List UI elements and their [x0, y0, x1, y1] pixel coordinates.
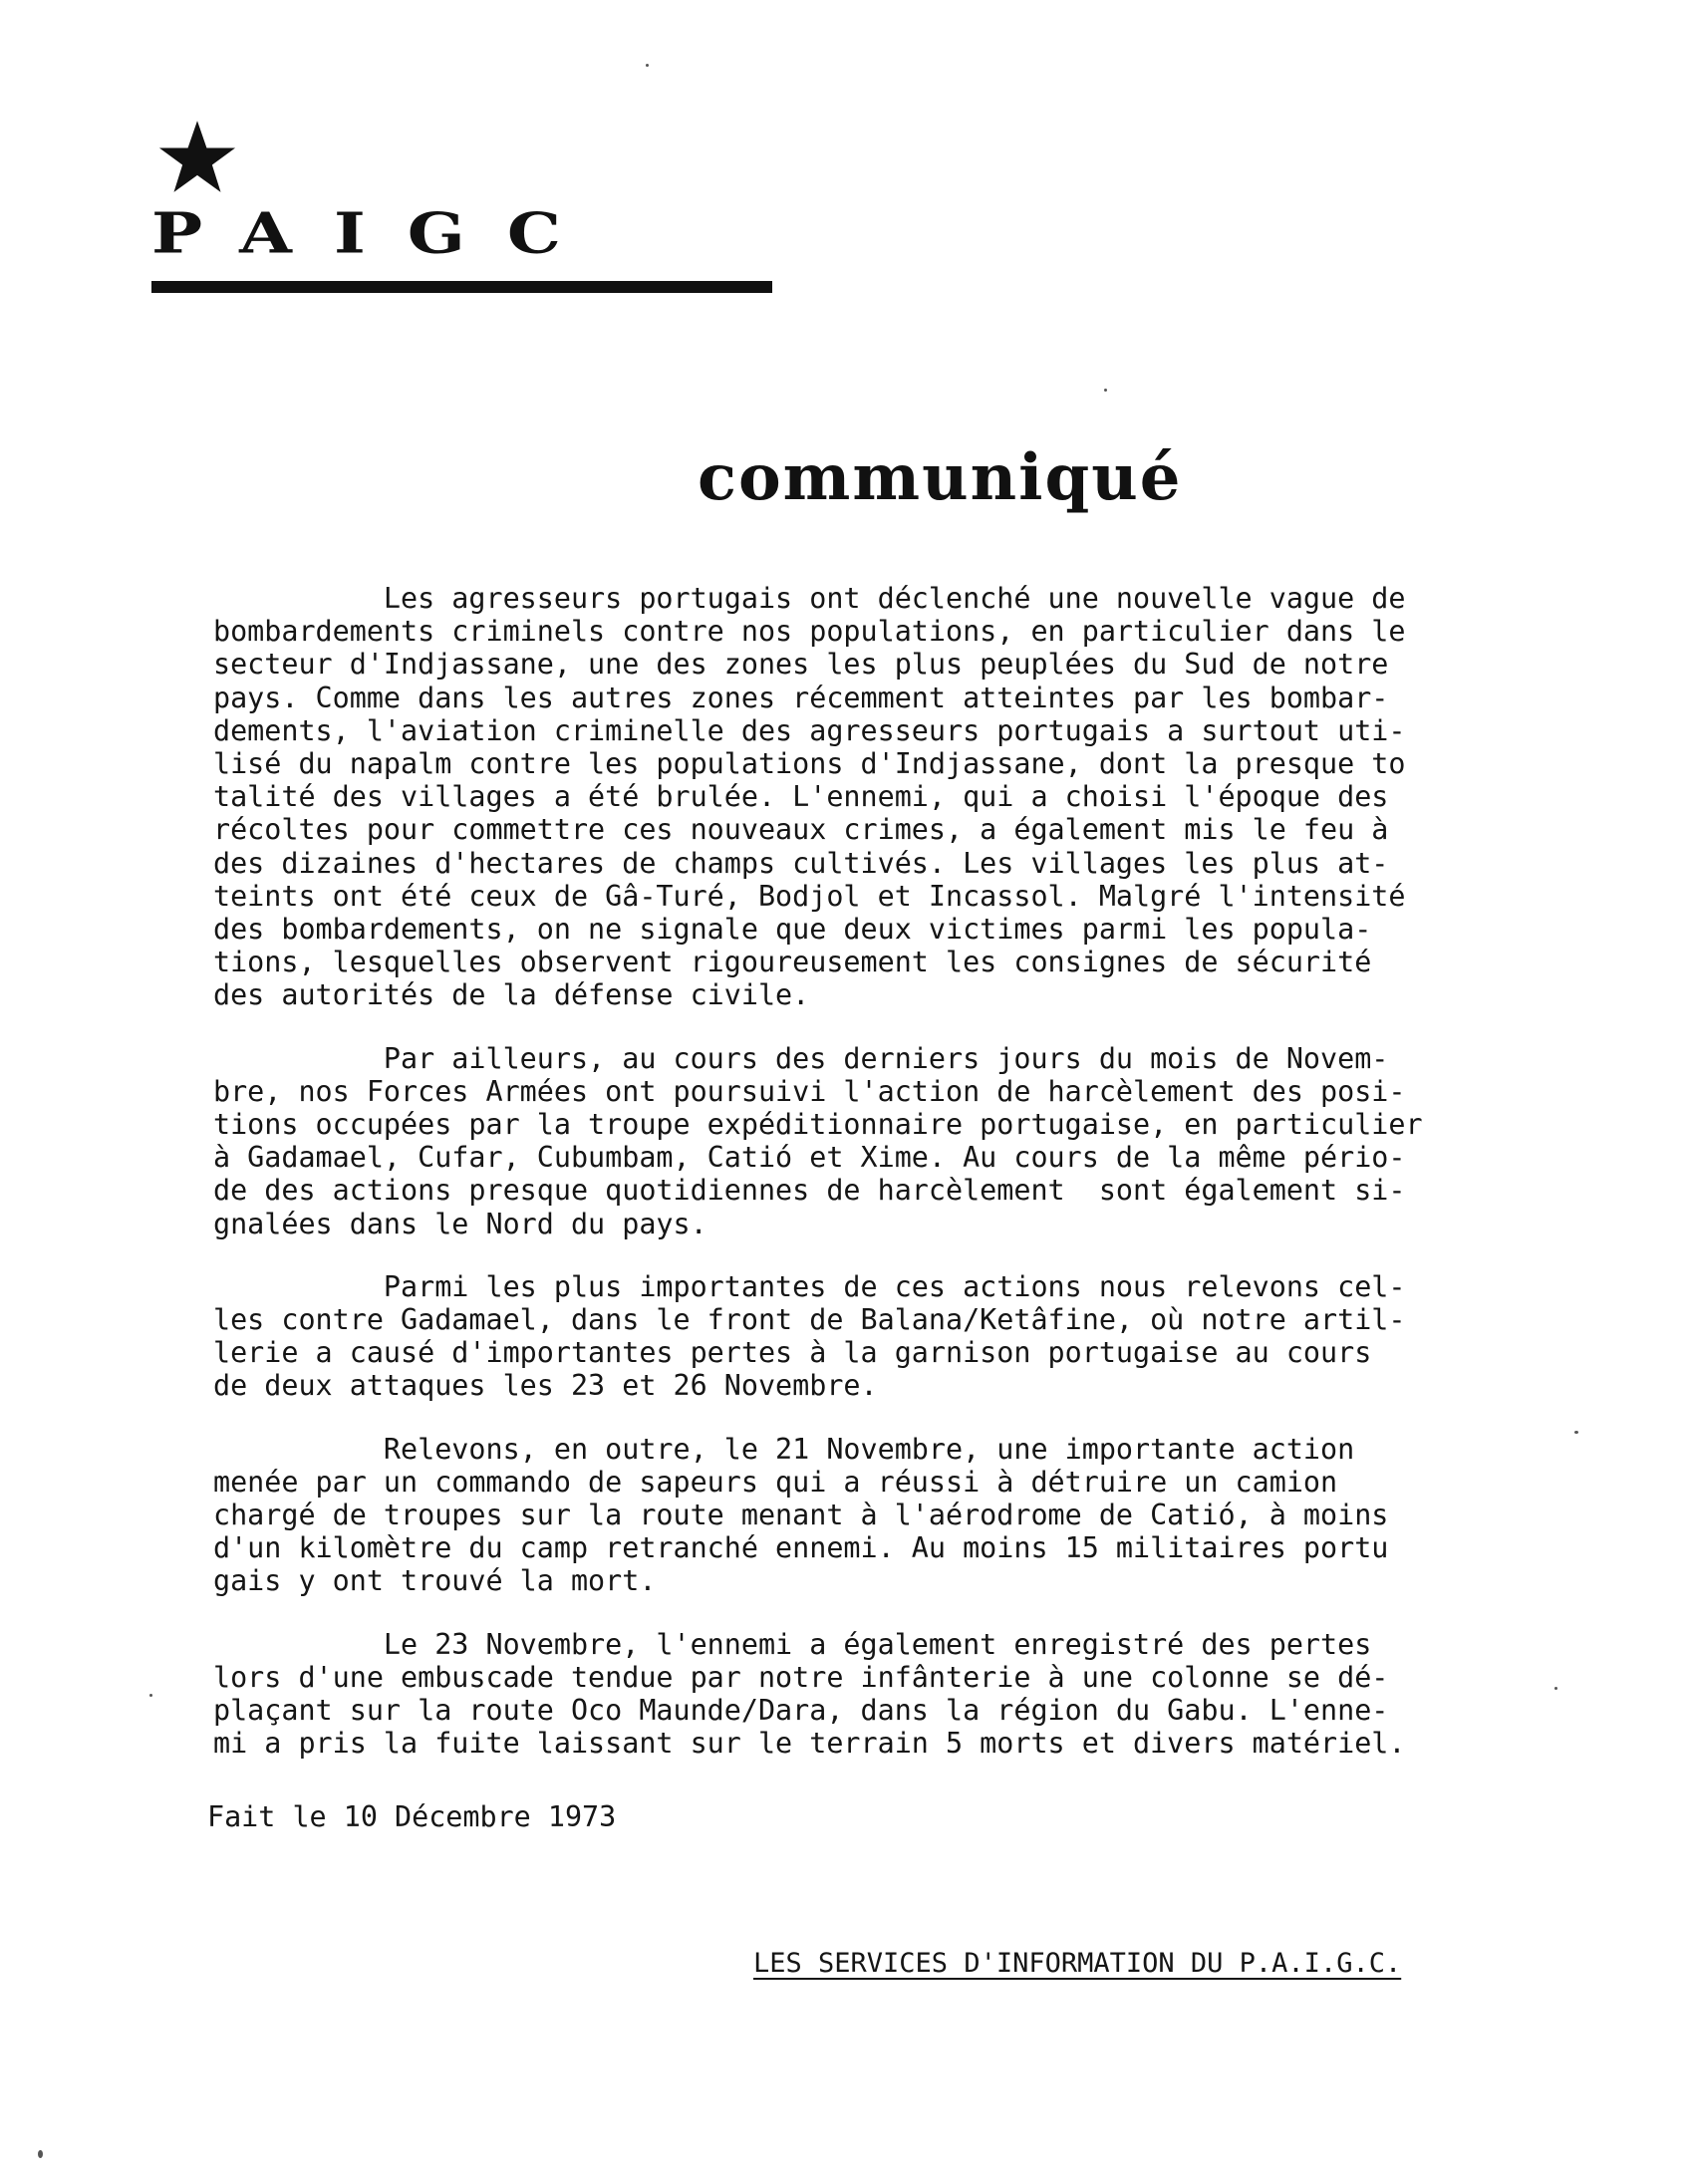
- line: Parmi les plus importantes de ces actions nous relevons cel-: [213, 1269, 1406, 1303]
- paragraph-5: [213, 1628, 1608, 1761]
- paragraph-4: [213, 1433, 1608, 1598]
- scan-speck: [646, 64, 649, 67]
- party-logo: [151, 200, 709, 289]
- line: plaçant sur la route Oco Maunde/Dara, dans la région du Gabu. L'enne-: [213, 1694, 1389, 1728]
- line: bombardements criminels contre nos populations, en particulier dans le: [213, 615, 1406, 649]
- line: les contre Gadamael, dans le front de Balana/Ketâfine, où notre artil-: [213, 1303, 1406, 1337]
- paragraph-2: [213, 1042, 1608, 1240]
- line: des dizaines d'hectares de champs cultivés. Les villages les plus at-: [213, 846, 1389, 880]
- logo-text: PAIGC: [151, 200, 603, 267]
- line: Par ailleurs, au cours des derniers jours du mois de Novem-: [213, 1041, 1389, 1075]
- line: teints ont été ceux de Gâ-Turé, Bodjol et Incassol. Malgré l'intensité: [213, 879, 1406, 913]
- line: gais y ont trouvé la mort.: [213, 1564, 657, 1598]
- star-icon: [157, 118, 237, 197]
- line: Les agresseurs portugais ont déclenché une nouvelle vague de: [213, 582, 1406, 615]
- line: dements, l'aviation criminelle des agresseurs portugais a surtout uti-: [213, 713, 1406, 747]
- date-line: Fait le 10 Décembre 1973: [207, 1800, 617, 1833]
- signature: LES SERVICES D'INFORMATION DU P.A.I.G.C.: [753, 1948, 1402, 1979]
- scan-speck: [149, 1694, 152, 1697]
- line: des bombardements, on ne signale que deux victimes parmi les popula-: [213, 913, 1372, 947]
- document-title: communiqué: [698, 440, 1183, 515]
- paragraph-1: [213, 582, 1608, 1012]
- document-body: [213, 582, 1608, 1790]
- line: bre, nos Forces Armées ont poursuivi l'action de harcèlement des posi-: [213, 1074, 1406, 1108]
- line: tions occupées par la troupe expéditionnaire portugaise, en particulier: [213, 1108, 1423, 1142]
- line: récoltes pour commettre ces nouveaux crimes, a également mis le feu à: [213, 813, 1389, 847]
- line: de des actions presque quotidiennes de harcèlement sont également si-: [213, 1174, 1406, 1208]
- line: Relevons, en outre, le 21 Novembre, une importante action: [213, 1432, 1355, 1466]
- line: gnalées dans le Nord du pays.: [213, 1207, 707, 1240]
- line: mi a pris la fuite laissant sur le terrain 5 morts et divers matériel.: [213, 1727, 1406, 1761]
- scan-speck: [1574, 1431, 1578, 1434]
- line: chargé de troupes sur la route menant à l'aérodrome de Catió, à moins: [213, 1499, 1389, 1532]
- letterhead-rule: [151, 281, 772, 293]
- line: pays. Comme dans les autres zones récemment atteintes par les bombar-: [213, 681, 1389, 714]
- line: lerie a causé d'importantes pertes à la garnison portugaise au cours: [213, 1336, 1372, 1370]
- line: d'un kilomètre du camp retranché ennemi. Au moins 15 militaires portu: [213, 1531, 1389, 1565]
- scan-speck: [1104, 389, 1107, 392]
- line: Le 23 Novembre, l'ennemi a également enregistré des pertes: [213, 1627, 1372, 1661]
- line: secteur d'Indjassane, une des zones les plus peuplées du Sud de notre: [213, 648, 1389, 682]
- line: menée par un commando de sapeurs qui a réussi à détruire un camion: [213, 1465, 1338, 1499]
- line: tions, lesquelles observent rigoureusement les consignes de sécurité: [213, 946, 1372, 979]
- line: lisé du napalm contre les populations d'Indjassane, dont la presque to: [213, 747, 1406, 781]
- line: lors d'une embuscade tendue par notre infânterie à une colonne se dé-: [213, 1660, 1389, 1694]
- line: des autorités de la défense civile.: [213, 978, 810, 1012]
- line: de deux attaques les 23 et 26 Novembre.: [213, 1369, 878, 1403]
- scan-speck: [1554, 1687, 1557, 1690]
- line: talité des villages a été brulée. L'ennemi, qui a choisi l'époque des: [213, 780, 1389, 814]
- paragraph-3: [213, 1270, 1608, 1403]
- line: à Gadamael, Cufar, Cubumbam, Catió et Xime. Au cours de la même pério-: [213, 1141, 1406, 1175]
- scan-speck: [38, 2150, 43, 2158]
